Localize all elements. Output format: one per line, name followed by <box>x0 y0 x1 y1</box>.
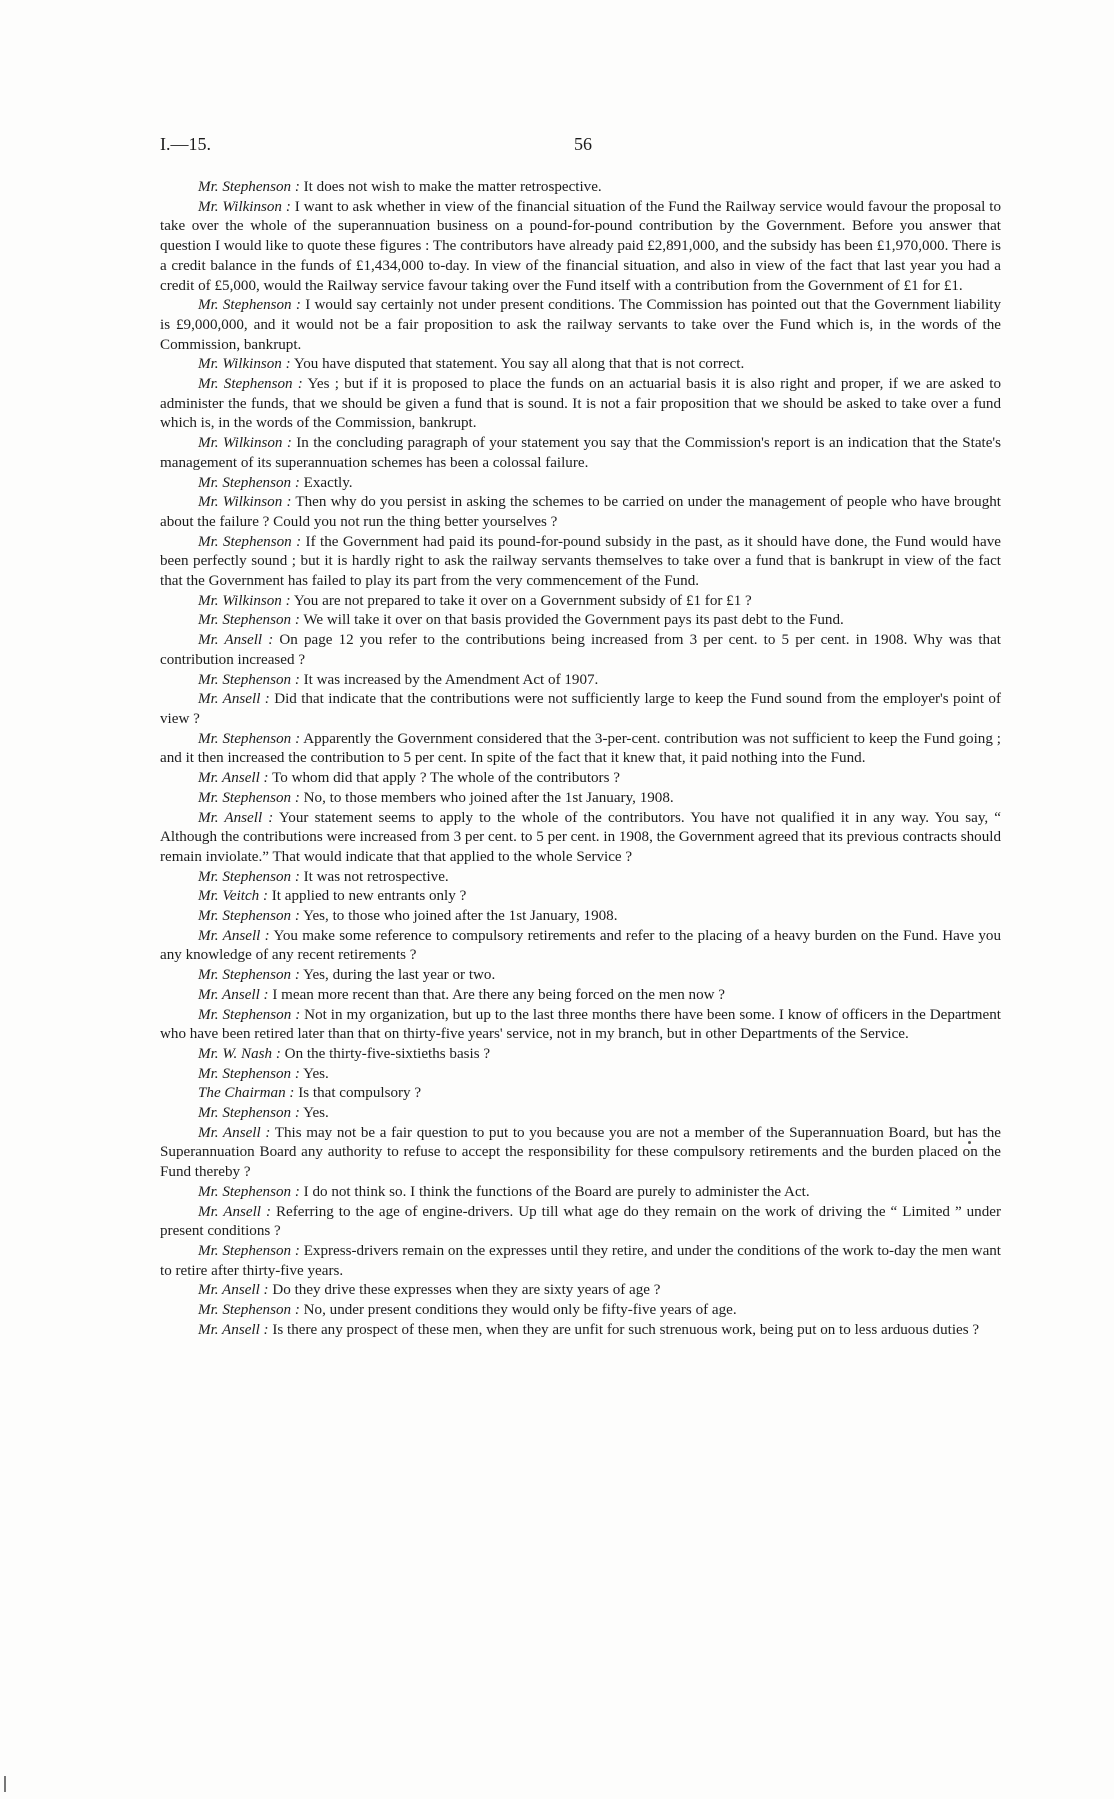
speaker-name: Mr. Stephenson : <box>198 533 302 550</box>
speaker-name: Mr. Ansell : <box>198 1203 271 1220</box>
speaker-name: Mr. Stephenson : <box>198 789 300 806</box>
testimony-paragraph <box>160 986 1001 1006</box>
testimony-paragraph <box>160 730 1001 769</box>
speech-text: Did that indicate that the contributions were not sufficiently large to keep the Fund sound from the employer's point of view ? <box>160 691 1002 727</box>
testimony-paragraph <box>160 1242 1001 1281</box>
speech-text: We will take it over on that basis provided the Government pays its past debt to the Fund. <box>303 612 844 629</box>
speaker-name: Mr. Stephenson : <box>198 1242 300 1259</box>
testimony-paragraph <box>160 1065 1001 1085</box>
speaker-name: Mr. Wilkinson : <box>198 592 291 609</box>
speaker-name: Mr. Stephenson : <box>198 297 301 314</box>
testimony-paragraph <box>160 1281 1001 1301</box>
speaker-name: Mr. Ansell : <box>198 770 269 787</box>
testimony-paragraph <box>160 671 1001 691</box>
speaker-name: Mr. Wilkinson : <box>198 198 291 215</box>
document-reference: I.—15. <box>160 134 211 154</box>
testimony-paragraph <box>160 1045 1001 1065</box>
speech-text: Yes, to those who joined after the 1st January, 1908. <box>303 908 618 925</box>
speech-text: Apparently the Government considered that the 3-per-cent. contribution was not sufficient to keep the Fund going ; and it then increased the contribution to 5 per cent. In spite of the fact that it knew that, it paid nothing into the Fund. <box>160 730 1001 767</box>
speaker-name: Mr. Stephenson : <box>198 730 301 747</box>
speech-text: You have disputed that statement. You say all along that that is not correct. <box>293 356 745 373</box>
speech-text: It was increased by the Amendment Act of 1907. <box>303 671 599 688</box>
speech-text: It was not retrospective. <box>303 868 449 885</box>
testimony-paragraph <box>160 296 1001 355</box>
speaker-name: Mr. Ansell : <box>198 927 270 944</box>
speaker-name: Mr. Stephenson : <box>198 1065 300 1082</box>
speaker-name: Mr. Ansell : <box>198 632 274 649</box>
speaker-name: Mr. Wilkinson : <box>198 494 292 511</box>
speech-text: Referring to the age of engine-drivers. Up till what age do they remain on the work of driving the “ Limited ” under present conditions ? <box>160 1203 1001 1240</box>
speech-text: You make some reference to compulsory retirements and refer to the placing of a heavy burden on the Fund. Have you any knowledge of any recent retirements ? <box>160 927 1002 964</box>
testimony-paragraph <box>160 887 1001 907</box>
print-speck <box>968 1141 971 1144</box>
speaker-name: Mr. Stephenson : <box>198 1302 300 1319</box>
testimony-paragraph <box>160 611 1001 631</box>
speaker-name: Mr. Stephenson : <box>198 474 300 491</box>
speech-text: Then why do you persist in asking the schemes to be carried on under the management of people who have brought about the failure ? Could you not run the thing better yourselves ? <box>160 494 1001 530</box>
margin-mark <box>4 1776 6 1792</box>
page-header <box>160 134 1000 158</box>
testimony-paragraph <box>160 1006 1001 1045</box>
speech-text: I want to ask whether in view of the financial situation of the Fund the Railway service would favour the proposal to take over the whole of the superannuation business on a pound-for-pound contribution by the Government. Before you answer that question I would like to quote these figures : The contributors have already paid £2,891,000, and the subsidy has been £1,970,000. There is a credit balance in the funds of £1,434,000 to-day. In view of the financial situation, and also in view of the fact that last year you had a credit of £5,000, would the Railway service favour taking over the Fund itself with a contribution from the Government of £1 for £1. <box>160 198 1001 294</box>
speech-text: Yes. <box>303 1065 329 1082</box>
speaker-name: Mr. Ansell : <box>198 1124 271 1141</box>
testimony-paragraph <box>160 907 1001 927</box>
testimony-paragraph <box>160 375 1001 434</box>
speech-text: To whom did that apply ? The whole of the contributors ? <box>272 770 620 787</box>
speaker-name: Mr. Stephenson : <box>198 179 300 195</box>
testimony-paragraph <box>160 1124 1001 1183</box>
speaker-name: Mr. Stephenson : <box>198 908 300 925</box>
testimony-paragraph <box>160 1104 1001 1124</box>
testimony-paragraph <box>160 789 1001 809</box>
speech-text: Yes ; but if it is proposed to place the funds on an actuarial basis it is also right and proper, if we are asked to administer the funds, that we should be given a fund that is sound. It is not a fair proposition that we should be asked to take over a fund which is, in the words of the Commission, bankrupt. <box>160 376 1001 432</box>
speech-text: In the concluding paragraph of your statement you say that the Commission's report is an indication that the State's management of its superannuation schemes has been a colossal failure. <box>160 435 1002 471</box>
testimony-paragraph <box>160 178 1001 198</box>
speaker-name: Mr. Ansell : <box>198 809 274 826</box>
speech-text: You are not prepared to take it over on a Government subsidy of £1 for £1 ? <box>293 592 752 609</box>
speech-text: Your statement seems to apply to the whole of the contributors. You have not qualified it in any way. You say, “ Although the contributions were increased from 3 per cent. to 5 per cent. in 1908, the Government agreed that its previous contracts should remain inviolate.” That would indicate that that applied to the whole Service ? <box>160 809 1002 865</box>
speaker-name: Mr. Stephenson : <box>198 1006 301 1023</box>
testimony-paragraph <box>160 493 1001 532</box>
speaker-name: Mr. Ansell : <box>198 1282 269 1299</box>
speech-text: Is there any prospect of these men, when they are unfit for such strenuous work, being put on to less arduous duties ? <box>272 1321 980 1338</box>
speech-text: Do they drive these expresses when they are sixty years of age ? <box>272 1282 661 1299</box>
page-number: 56 <box>574 134 592 154</box>
testimony-paragraph <box>160 927 1001 966</box>
speech-text: On page 12 you refer to the contributions being increased from 3 per cent. to 5 per cent. in 1908. Why was that contribution increased ? <box>160 632 1001 668</box>
speech-text: Exactly. <box>303 474 353 491</box>
speaker-name: Mr. Stephenson : <box>198 1183 300 1200</box>
speaker-name: Mr. Wilkinson : <box>198 356 291 373</box>
speaker-name: Mr. Stephenson : <box>198 671 300 688</box>
speaker-name: Mr. Stephenson : <box>198 612 300 629</box>
testimony-paragraph <box>160 434 1001 473</box>
speaker-name: Mr. Veitch : <box>198 888 268 905</box>
speech-text: No, under present conditions they would only be fifty-five years of age. <box>303 1302 737 1319</box>
speech-text: It applied to new entrants only ? <box>271 888 467 905</box>
speaker-name: Mr. Ansell : <box>198 691 270 708</box>
testimony-paragraph <box>160 631 1001 670</box>
speech-text: I would say certainly not under present conditions. The Commission has pointed out that the Government liability is £9,000,000, and it would not be a fair proposition to ask the railway servants to take over the Fund which is, in the words of the Commission, bankrupt. <box>160 297 1001 353</box>
speech-text: It does not wish to make the matter retrospective. <box>303 179 602 195</box>
testimony-paragraph <box>160 533 1001 592</box>
speech-text: Not in my organization, but up to the last three months there have been some. I know of officers in the Department who have been retired later than that on thirty-five years' service, not in my branch, but in other Departments of the Service. <box>160 1006 1001 1043</box>
testimony-paragraph <box>160 809 1001 868</box>
speaker-name: Mr. Ansell : <box>198 1321 269 1338</box>
testimony-paragraph <box>160 868 1001 888</box>
testimony-paragraph <box>160 474 1001 494</box>
testimony-paragraph <box>160 592 1001 612</box>
speech-text: Express-drivers remain on the expresses until they retire, and under the conditions of the work to-day the men want to retire after thirty-five years. <box>160 1242 1002 1279</box>
testimony-paragraph <box>160 690 1001 729</box>
speaker-name: Mr. Ansell : <box>198 986 269 1003</box>
testimony-paragraph <box>160 1321 1001 1341</box>
speech-text: Yes. <box>303 1105 329 1122</box>
speaker-name: The Chairman : <box>198 1085 295 1102</box>
speech-text: Is that compulsory ? <box>298 1085 422 1102</box>
testimony-paragraph <box>160 1183 1001 1203</box>
testimony-paragraph <box>160 769 1001 789</box>
testimony-paragraph <box>160 198 1001 297</box>
speech-text: Yes, during the last year or two. <box>303 967 496 984</box>
testimony-paragraph <box>160 355 1001 375</box>
testimony-paragraph <box>160 1203 1001 1242</box>
speech-text: I do not think so. I think the functions of the Board are purely to administer the Act. <box>303 1183 810 1200</box>
speech-text: This may not be a fair question to put to you because you are not a member of the Superannuation Board, but has the Superannuation Board any authority to refuse to accept the responsibility for these compulsory retirements and the burden placed on the Fund thereby ? <box>160 1124 1001 1181</box>
speaker-name: Mr. Wilkinson : <box>198 435 292 452</box>
speaker-name: Mr. Stephenson : <box>198 1105 300 1122</box>
speaker-name: Mr. W. Nash : <box>198 1045 281 1062</box>
speaker-name: Mr. Stephenson : <box>198 967 300 984</box>
testimony-paragraph <box>160 966 1001 986</box>
speech-text: I mean more recent than that. Are there any being forced on the men now ? <box>272 986 725 1003</box>
speech-text: If the Government had paid its pound-for-pound subsidy in the past, as it should have done, the Fund would have been perfectly sound ; but it is hardly right to ask the railway servants themselves to take over a fund that is bankrupt in view of the fact that the Government has failed to play its part from the very commencement of the Fund. <box>160 533 1001 590</box>
minutes-of-evidence <box>160 178 1001 1340</box>
speaker-name: Mr. Stephenson : <box>198 376 303 393</box>
speech-text: No, to those members who joined after the 1st January, 1908. <box>303 789 674 806</box>
testimony-paragraph <box>160 1084 1001 1104</box>
speaker-name: Mr. Stephenson : <box>198 868 300 885</box>
speech-text: On the thirty-five-sixtieths basis ? <box>284 1045 491 1062</box>
testimony-paragraph <box>160 1301 1001 1321</box>
